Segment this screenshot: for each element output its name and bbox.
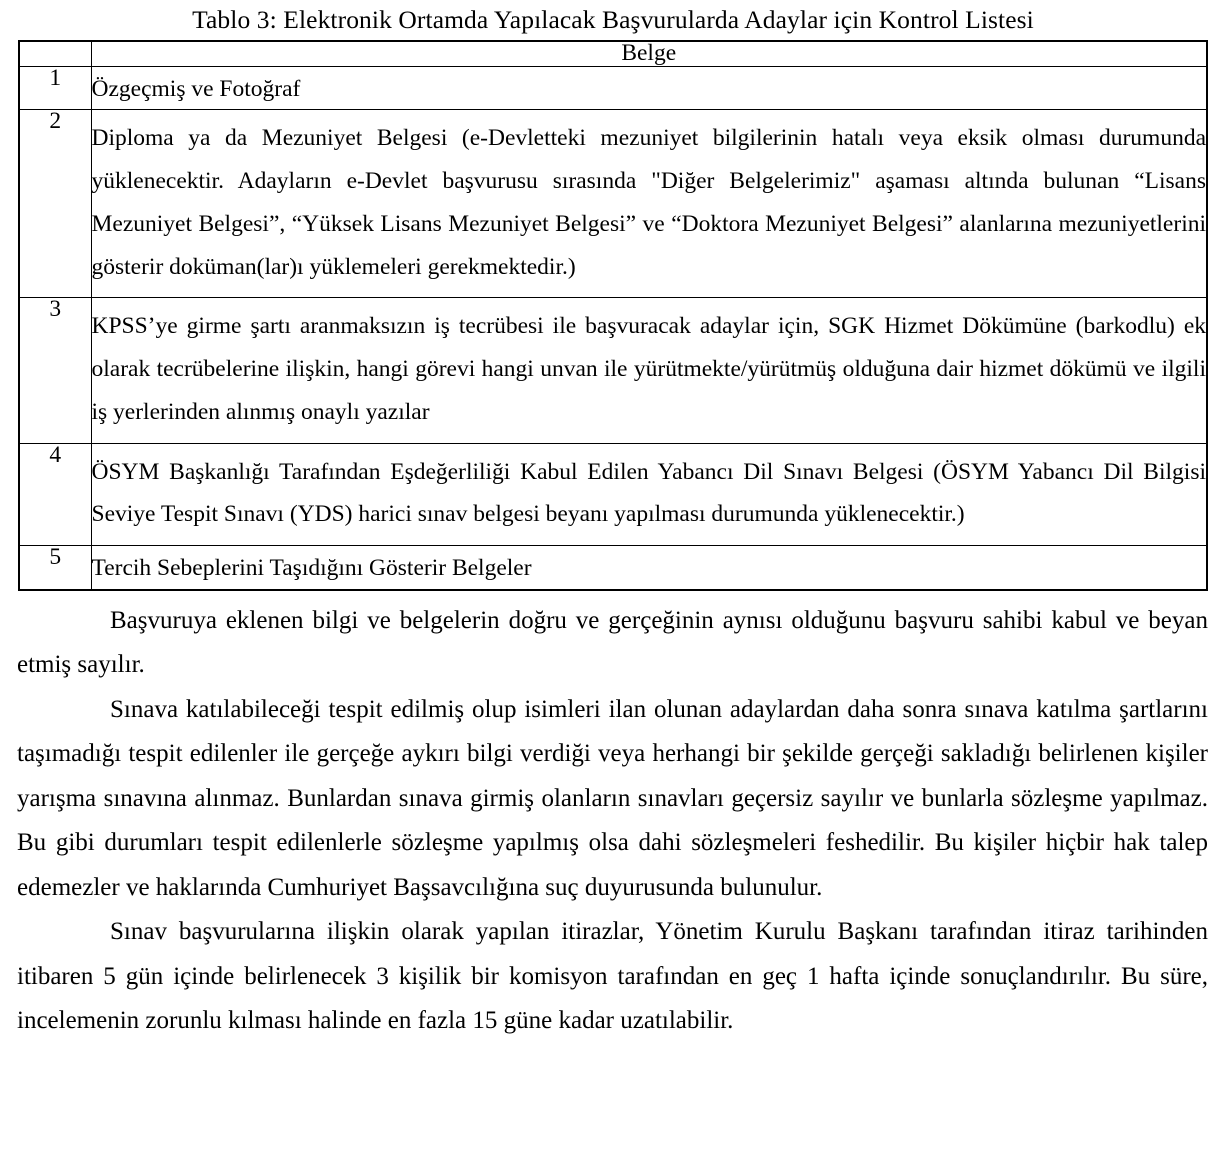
table-caption: Tablo 3: Elektronik Ortamda Yapılacak Başvurularda Adaylar için Kontrol Listesi <box>192 5 1034 34</box>
body-text-area <box>0 599 1226 1044</box>
row-number: 5 <box>19 546 91 590</box>
table-row <box>19 443 1207 546</box>
paragraph-declaration: Başvuruya eklenen bilgi ve belgelerin doğru ve gerçeğinin aynısı olduğunu başvuru sahibi kabul ve beyan etmiş sayılır. <box>17 606 1208 679</box>
row-document-text: KPSS’ye girme şartı aranmaksızın iş tecrübesi ile başvuracak adaylar için, SGK Hizmet Dökümüne (barkodlu) ek olarak tecrübelerine ilişkin, hangi görevi hangi unvan ile yürütmekte/yürütmüş olduğuna dair hizmet dökümü ve ilgili iş yerlerinden alınmış onaylı yazılar <box>91 298 1207 443</box>
table-body <box>19 66 1207 590</box>
table-head <box>19 41 1207 66</box>
table-row <box>19 110 1207 298</box>
row-document-text: Özgeçmiş ve Fotoğraf <box>91 66 1207 110</box>
row-number: 2 <box>19 110 91 298</box>
row-number: 1 <box>19 66 91 110</box>
row-document-text: ÖSYM Başkanlığı Tarafından Eşdeğerliliği Kabul Edilen Yabancı Dil Sınavı Belgesi (ÖSYM Yabancı Dil Bilgisi Seviye Tespit Sınavı (YDS) harici sınav belgesi beyanı yapılması durumunda yüklenecektir.) <box>91 443 1207 546</box>
row-document-text: Tercih Sebeplerini Taşıdığını Gösterir Belgeler <box>91 546 1207 590</box>
paragraph-disqualification: Sınava katılabileceği tespit edilmiş olup isimleri ilan olunan adaylardan daha sonra sınava katılma şartlarını taşımadığı tespit edilenler ile gerçeğe aykırı bilgi verdiği veya herhangi bir şekilde gerçeği sakladığı belirlenen kişiler yarışma sınavına alınmaz. Bunlardan sınava girmiş olanların sınavları geçersiz sayılır ve bunlarla sözleşme yapılmaz. Bu gibi durumları tespit edilenlerle sözleşme yapılmış olsa dahi sözleşmeleri feshedilir. Bu kişiler hiçbir hak talep edemezler ve haklarında Cumhuriyet Başsavcılığına suç duyurusunda bulunulur. <box>17 695 1208 901</box>
row-number: 4 <box>19 443 91 546</box>
table-row <box>19 546 1207 590</box>
paragraph-appeals: Sınav başvurularına ilişkin olarak yapılan itirazlar, Yönetim Kurulu Başkanı tarafından itiraz tarihinden itibaren 5 gün içinde belirlenecek 3 kişilik bir komisyon tarafından en geç 1 hafta içinde sonuçlandırılır. Bu süre, incelemenin zorunlu kılması halinde en fazla 15 güne kadar uzatılabilir. <box>17 918 1208 1035</box>
column-header-number <box>19 41 91 66</box>
column-header-document: Belge <box>91 41 1207 66</box>
checklist-table <box>18 40 1208 591</box>
table-row <box>19 66 1207 110</box>
table-row <box>19 298 1207 443</box>
row-number: 3 <box>19 298 91 443</box>
row-document-text: Diploma ya da Mezuniyet Belgesi (e-Devletteki mezuniyet bilgilerinin hatalı veya eksik olması durumunda yüklenecektir. Adayların e-Devlet başvurusu sırasında "Diğer Belgelerimiz" aşaması altında bulunan “Lisans Mezuniyet Belgesi”, “Yüksek Lisans Mezuniyet Belgesi” ve “Doktora Mezuniyet Belgesi” alanlarına mezuniyetlerini gösterir doküman(lar)ı yüklemeleri gerekmektedir.) <box>91 110 1207 298</box>
table-header-row <box>19 41 1207 66</box>
